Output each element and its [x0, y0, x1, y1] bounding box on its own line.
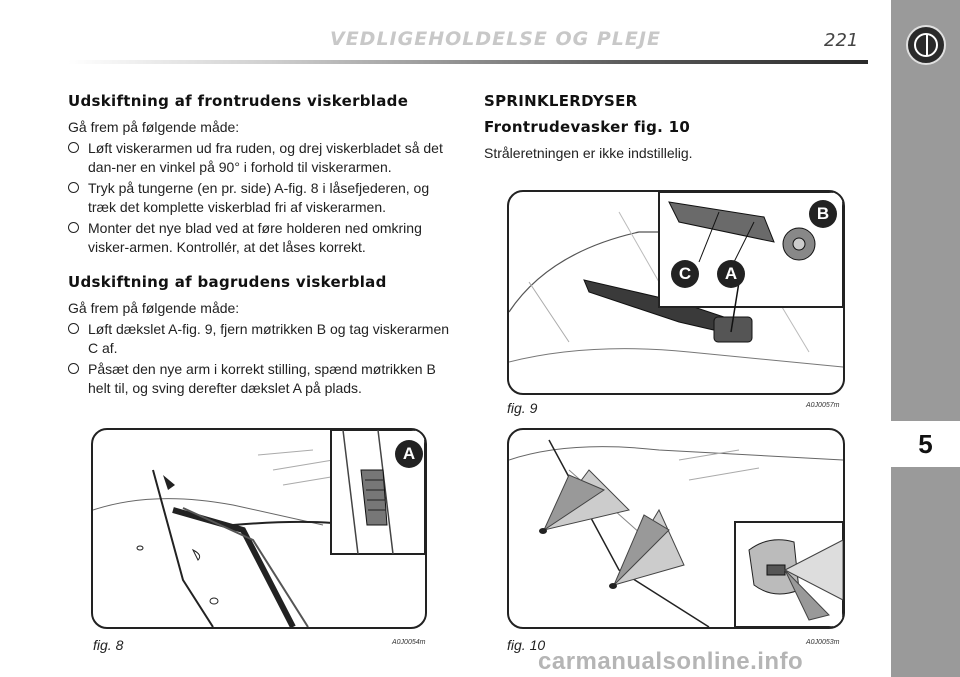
- washer-spray-illustration: [509, 430, 843, 627]
- figure-9-label: fig. 9: [507, 400, 538, 416]
- bullet-item: Påsæt den nye arm i korrekt stilling, spænd møtrikken B helt til, og sving derefter dækslet A på plads.: [68, 360, 452, 398]
- figure-8-code: A0J0054m: [392, 639, 426, 646]
- rear-wiper-illustration: [509, 192, 843, 393]
- bullet-item: Løft dækslet A-fig. 9, fjern møtrikken B og tag viskerarmen C af.: [68, 320, 452, 358]
- section2-heading: Udskiftning af bagrudens viskerblad: [68, 273, 387, 291]
- bullet-circle-icon: [68, 323, 79, 334]
- figure-8-label: fig. 8: [93, 637, 124, 653]
- section1-intro: Gå frem på følgende måde:: [68, 119, 240, 135]
- front-wiper-illustration: [93, 430, 425, 627]
- left-column: [68, 92, 452, 398]
- bullet-circle-icon: [68, 182, 79, 193]
- figure-8: [91, 428, 427, 629]
- figure-9: [507, 190, 845, 395]
- figure-10-label: fig. 10: [507, 637, 546, 653]
- bullet-item: Monter det nye blad ved at føre holderen ned omkring visker-armen. Kontrollér, at det låses korrekt.: [68, 219, 452, 257]
- bullet-circle-icon: [68, 142, 79, 153]
- figure-10: [507, 428, 845, 629]
- section2-intro: Gå frem på følgende måde:: [68, 300, 240, 316]
- sprinkler-heading: SPRINKLERDYSER: [484, 92, 638, 110]
- page-header-title: VEDLIGEHOLDELSE OG PLEJE: [330, 28, 661, 50]
- callout-a-fig8: A: [395, 440, 423, 468]
- section1-heading: Udskiftning af frontrudens viskerblade: [68, 92, 409, 110]
- bullet-circle-icon: [68, 363, 79, 374]
- figure-9-code: A0J0057m: [806, 402, 840, 409]
- page-number: 221: [824, 30, 859, 51]
- washer-text: Stråleretningen er ikke indstillelig.: [484, 145, 693, 161]
- bullet-circle-icon: [68, 222, 79, 233]
- side-strip: [891, 0, 960, 677]
- right-column: [484, 92, 864, 163]
- callout-b: B: [809, 200, 837, 228]
- bullet-item: Tryk på tungerne (en pr. side) A-fig. 8 i låsefjederen, og træk det komplette viskerblad fri af viskerarmen.: [68, 179, 452, 217]
- header-rule: [68, 60, 868, 64]
- figure-10-code: A0J0053m: [806, 639, 840, 646]
- washer-heading: Frontrudevasker fig. 10: [484, 118, 691, 136]
- callout-c: C: [671, 260, 699, 288]
- bullet-item: Løft viskerarmen ud fra ruden, og drej viskerbladet så det dan-ner en vinkel på 90° i forhold til viskerarmen.: [68, 139, 452, 177]
- watermark: carmanualsonline.info: [538, 648, 804, 675]
- callout-a: A: [717, 260, 745, 288]
- chapter-tab[interactable]: 5: [891, 421, 960, 467]
- alfa-romeo-logo-icon: [906, 25, 946, 65]
